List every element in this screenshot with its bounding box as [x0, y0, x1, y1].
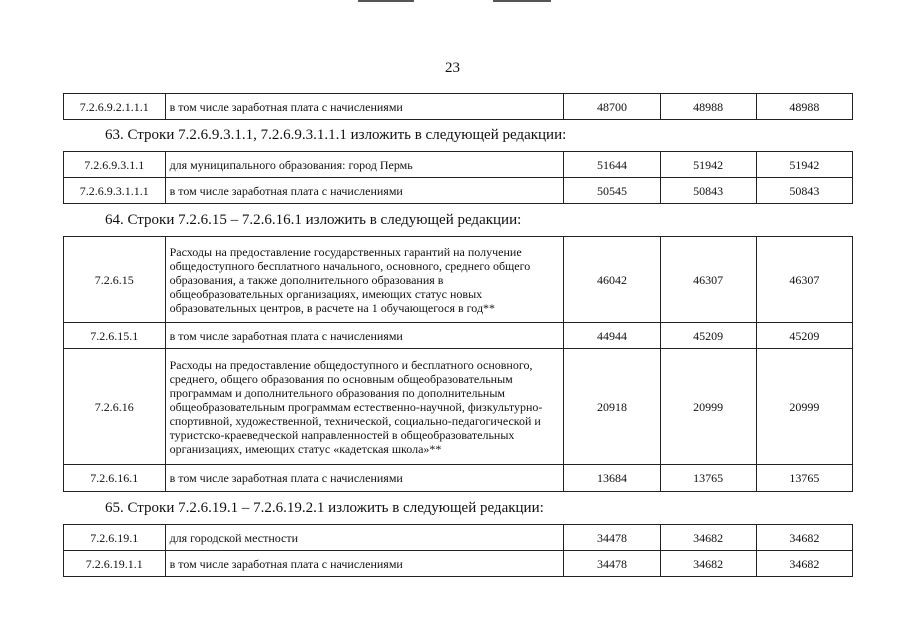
table-row — [64, 525, 853, 551]
row-description: в том числе заработная плата с начислениями — [165, 551, 564, 577]
row-description: Расходы на предоставление государственных гарантий на получение общедоступного бесплатного начального, основного, среднего общего образования, а также дополнительного образования в общеобразовательных организациях, имеющих статус новых образовательных центров, в расчете на 1 обучающегося в год** — [165, 237, 564, 323]
table-row — [64, 349, 853, 465]
value-1: 48700 — [564, 94, 660, 120]
value-2: 34682 — [660, 551, 756, 577]
table-row-group — [63, 236, 853, 492]
page-number: 23 — [445, 60, 460, 76]
scan-edge-mark — [493, 0, 551, 2]
table-row — [64, 465, 853, 492]
value-3: 50843 — [756, 178, 852, 204]
value-3: 46307 — [756, 237, 852, 323]
table-row — [64, 551, 853, 577]
value-2: 46307 — [660, 237, 756, 323]
value-1: 34478 — [564, 525, 660, 551]
row-description: для городской местности — [165, 525, 564, 551]
table-row — [64, 178, 853, 204]
value-1: 34478 — [564, 551, 660, 577]
row-code: 7.2.6.9.3.1.1 — [64, 152, 166, 178]
table-row-group — [63, 93, 853, 120]
value-2: 20999 — [660, 349, 756, 465]
row-description: в том числе заработная плата с начислениями — [165, 178, 564, 204]
row-description: в том числе заработная плата с начислениями — [165, 323, 564, 349]
row-code: 7.2.6.19.1 — [64, 525, 166, 551]
row-code: 7.2.6.16 — [64, 349, 166, 465]
value-3: 48988 — [756, 94, 852, 120]
table-row — [64, 152, 853, 178]
row-description: Расходы на предоставление общедоступного и бесплатного основного, среднего, общего образования по основным общеобразовательным программам и дополнительного образования по дополнительным общеобразовательным программам естественно-научной, физкультурно-спортивной, художественной, технической, социально-педагогической и туристско-краеведческой направленностей в общеобразовательных организациях, имеющих статус «кадетская школа»** — [165, 349, 564, 465]
value-1: 13684 — [564, 465, 660, 492]
value-1: 50545 — [564, 178, 660, 204]
scan-edge-mark — [358, 0, 414, 2]
value-2: 13765 — [660, 465, 756, 492]
value-3: 45209 — [756, 323, 852, 349]
value-1: 46042 — [564, 237, 660, 323]
value-1: 20918 — [564, 349, 660, 465]
value-2: 48988 — [660, 94, 756, 120]
row-code: 7.2.6.16.1 — [64, 465, 166, 492]
row-code: 7.2.6.15 — [64, 237, 166, 323]
table-row-group — [63, 524, 853, 577]
row-code: 7.2.6.19.1.1 — [64, 551, 166, 577]
section-heading-65: 65. Строки 7.2.6.19.1 – 7.2.6.19.2.1 изложить в следующей редакции: — [105, 500, 544, 516]
row-description: в том числе заработная плата с начислениями — [165, 465, 564, 492]
value-2: 50843 — [660, 178, 756, 204]
value-3: 34682 — [756, 525, 852, 551]
row-description: в том числе заработная плата с начислениями — [165, 94, 564, 120]
row-code: 7.2.6.15.1 — [64, 323, 166, 349]
row-code: 7.2.6.9.3.1.1.1 — [64, 178, 166, 204]
table-row — [64, 323, 853, 349]
row-code: 7.2.6.9.2.1.1.1 — [64, 94, 166, 120]
value-1: 51644 — [564, 152, 660, 178]
value-3: 51942 — [756, 152, 852, 178]
row-description: для муниципального образования: город Пермь — [165, 152, 564, 178]
table-row — [64, 237, 853, 323]
table-row-group — [63, 151, 853, 204]
value-1: 44944 — [564, 323, 660, 349]
value-2: 51942 — [660, 152, 756, 178]
value-3: 34682 — [756, 551, 852, 577]
value-2: 45209 — [660, 323, 756, 349]
section-heading-63: 63. Строки 7.2.6.9.3.1.1, 7.2.6.9.3.1.1.1 изложить в следующей редакции: — [105, 127, 567, 143]
value-2: 34682 — [660, 525, 756, 551]
value-3: 13765 — [756, 465, 852, 492]
section-heading-64: 64. Строки 7.2.6.15 – 7.2.6.16.1 изложить в следующей редакции: — [105, 212, 522, 228]
table-row — [64, 94, 853, 120]
value-3: 20999 — [756, 349, 852, 465]
